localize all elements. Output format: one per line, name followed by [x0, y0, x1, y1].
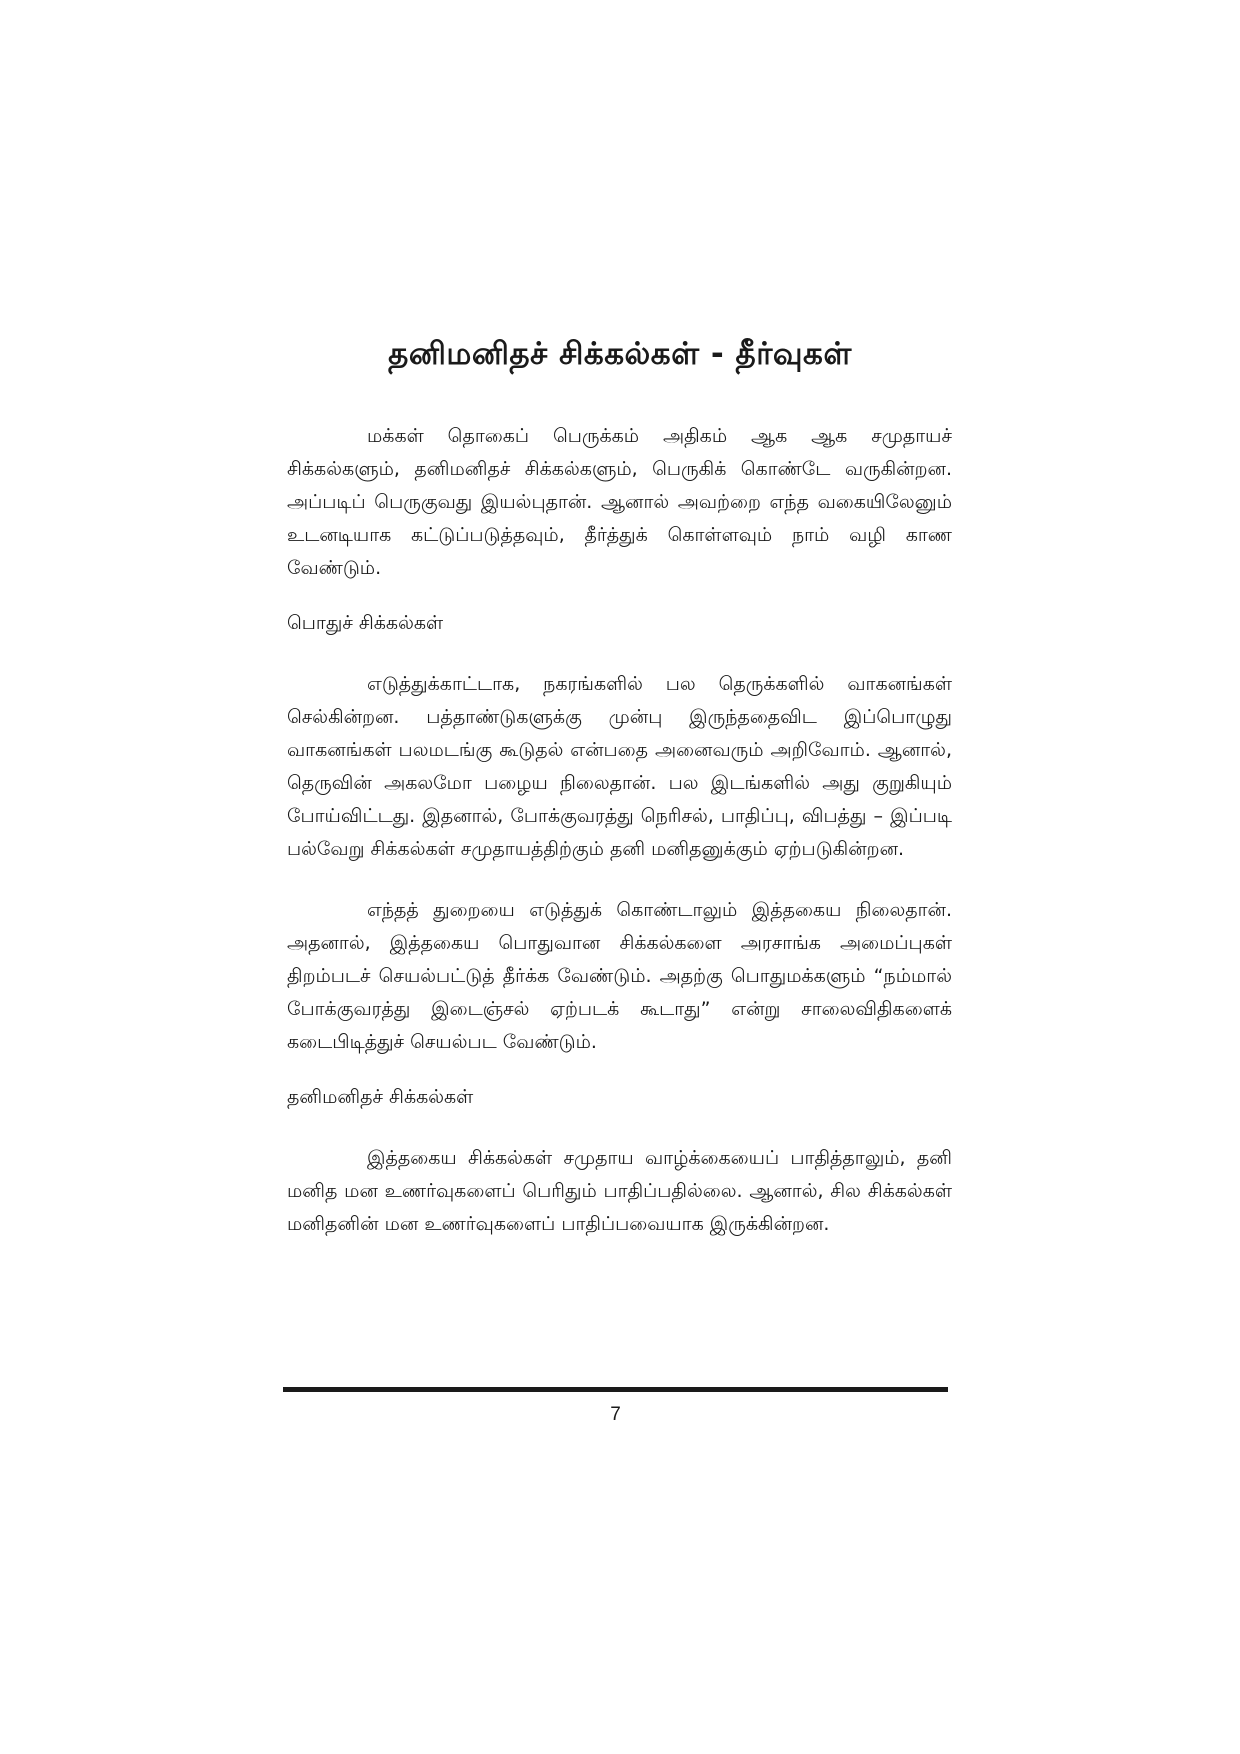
paragraph-individual-emotions: [287, 1142, 952, 1241]
paragraph-text: மக்கள் தொகைப் பெருக்கம் அதிகம் ஆக ஆக சமுதாயச் சிக்கல்களும், தனிமனிதச் சிக்கல்களும், பெருகிக் கொண்டே வருகின்றன. அப்படிப் பெருகுவது இயல்புதான். ஆனால் அவற்றை எந்த வகையிலேனும் உடனடியாக கட்டுப்படுத்தவும், தீர்த்துக் கொள்ளவும் நாம் வழி காண வேண்டும்.: [287, 425, 952, 579]
paragraph-text: இத்தகைய சிக்கல்கள் சமுதாய வாழ்க்கையைப் பாதித்தாலும், தனி மனித மன உணர்வுகளைப் பெரிதும் பாதிப்பதில்லை. ஆனால், சில சிக்கல்கள் மனிதனின் மன உணர்வுகளைப் பாதிப்பவையாக இருக்கின்றன.: [287, 1147, 952, 1235]
paragraph-text: எடுத்துக்காட்டாக, நகரங்களில் பல தெருக்களில் வாகனங்கள் செல்கின்றன. பத்தாண்டுகளுக்கு முன்பு இருந்ததைவிட இப்பொழுது வாகனங்கள் பலமடங்கு கூடுதல் என்பதை அனைவரும் அறிவோம். ஆனால், தெருவின் அகலமோ பழைய நிலைதான். பல இடங்களில் அது குறுகியும் போய்விட்டது. இதனால், போக்குவரத்து நெரிசல், பாதிப்பு, விபத்து – இப்படி பல்வேறு சிக்கல்கள் சமுதாயத்திற்கும் தனி மனிதனுக்கும் ஏற்படுகின்றன.: [287, 673, 952, 860]
page-number: 7: [610, 1404, 621, 1425]
paragraph-text: எந்தத் துறையை எடுத்துக் கொண்டாலும் இத்தகைய நிலைதான். அதனால், இத்தகைய பொதுவான சிக்கல்களை அரசாங்க அமைப்புகள் திறம்படச் செயல்பட்டுத் தீர்க்க வேண்டும். அதற்கு பொதுமக்களும் “நம்மால் போக்குவரத்து இடைஞ்சல் ஏற்படக் கூடாது” என்று சாலைவிதிகளைக் கடைபிடித்துச் செயல்பட வேண்டும்.: [287, 899, 952, 1053]
body-text: [287, 420, 952, 1241]
section-heading-public-problems: பொதுச் சிக்கல்கள்: [287, 612, 444, 634]
footer-divider: [283, 1387, 948, 1392]
paragraph-traffic-example: [287, 668, 952, 866]
page-title: தனிமனிதச் சிக்கல்கள் - தீர்வுகள்: [388, 336, 852, 372]
section-heading-individual-problems: தனிமனிதச் சிக்கல்கள்: [287, 1086, 474, 1108]
paragraph-government-role: [287, 894, 952, 1059]
paragraph-population-problems: [287, 420, 952, 585]
